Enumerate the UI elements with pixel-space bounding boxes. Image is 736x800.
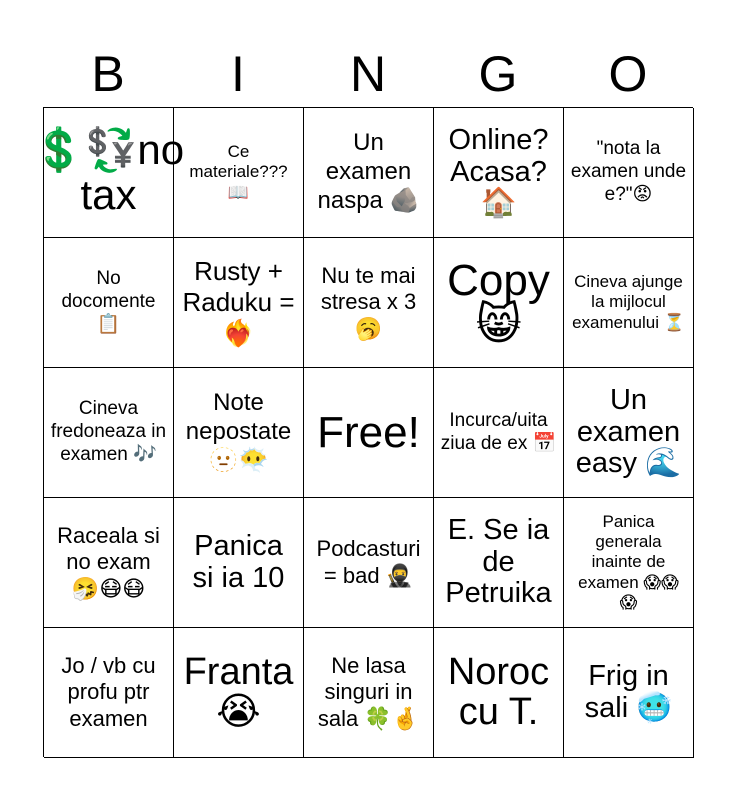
bingo-cell[interactable]: E. Se ia de Petruika (434, 498, 564, 628)
bingo-cell[interactable]: Franta 😭 (174, 628, 304, 758)
bingo-grid (32, 107, 693, 757)
bingo-cell[interactable]: Un examen naspa 🪨 (304, 108, 434, 238)
bingo-cell[interactable]: Nu te mai stresa x 3 🥱 (304, 238, 434, 368)
bingo-header (43, 40, 693, 108)
header-letter-b: B (91, 46, 125, 102)
bingo-cell[interactable]: Copy 😸 (434, 238, 564, 368)
bingo-cell[interactable]: Online? Acasa? 🏠 (434, 108, 564, 238)
bingo-cell[interactable]: No docomente 📋 (44, 238, 174, 368)
bingo-cell[interactable]: Raceala si no exam 🤧😷😷 (44, 498, 174, 628)
bingo-cell[interactable]: Rusty + Raduku = ❤️‍🔥 (174, 238, 304, 368)
bingo-cell[interactable]: Frig in sali 🥶 (564, 628, 694, 758)
bingo-cell[interactable]: Jo / vb cu profu ptr examen (44, 628, 174, 758)
bingo-cell[interactable]: Noroc cu T. (434, 628, 564, 758)
free-space[interactable]: Free! (304, 368, 434, 498)
bingo-cell[interactable]: Incurca/uita ziua de ex 📅 (434, 368, 564, 498)
bingo-cell[interactable]: Ce materiale??? 📖 (174, 108, 304, 238)
header-letter-n: N (349, 46, 387, 102)
bingo-cell[interactable]: 💲💱no tax (44, 108, 174, 238)
bingo-cell[interactable]: Ne lasa singuri in sala 🍀🤞 (304, 628, 434, 758)
bingo-cell[interactable]: Un examen easy 🌊 (564, 368, 694, 498)
header-letter-g: G (478, 46, 518, 102)
bingo-cell[interactable]: Cineva fredoneaza in examen 🎶 (44, 368, 174, 498)
bingo-cell[interactable]: Panica generala inainte de examen 😱😱😱 (564, 498, 694, 628)
bingo-cell[interactable]: Panica si ia 10 (174, 498, 304, 628)
bingo-cell[interactable]: Podcasturi = bad 🥷 (304, 498, 434, 628)
header-letter-i: I (231, 46, 245, 102)
header-letter-o: O (608, 46, 648, 102)
bingo-cell[interactable]: Note nepostate 🫥😶‍🌫️ (174, 368, 304, 498)
bingo-cell[interactable]: Cineva ajunge la mijlocul examenului ⏳ (564, 238, 694, 368)
bingo-cell[interactable]: "nota la examen unde e?"😡 (564, 108, 694, 238)
